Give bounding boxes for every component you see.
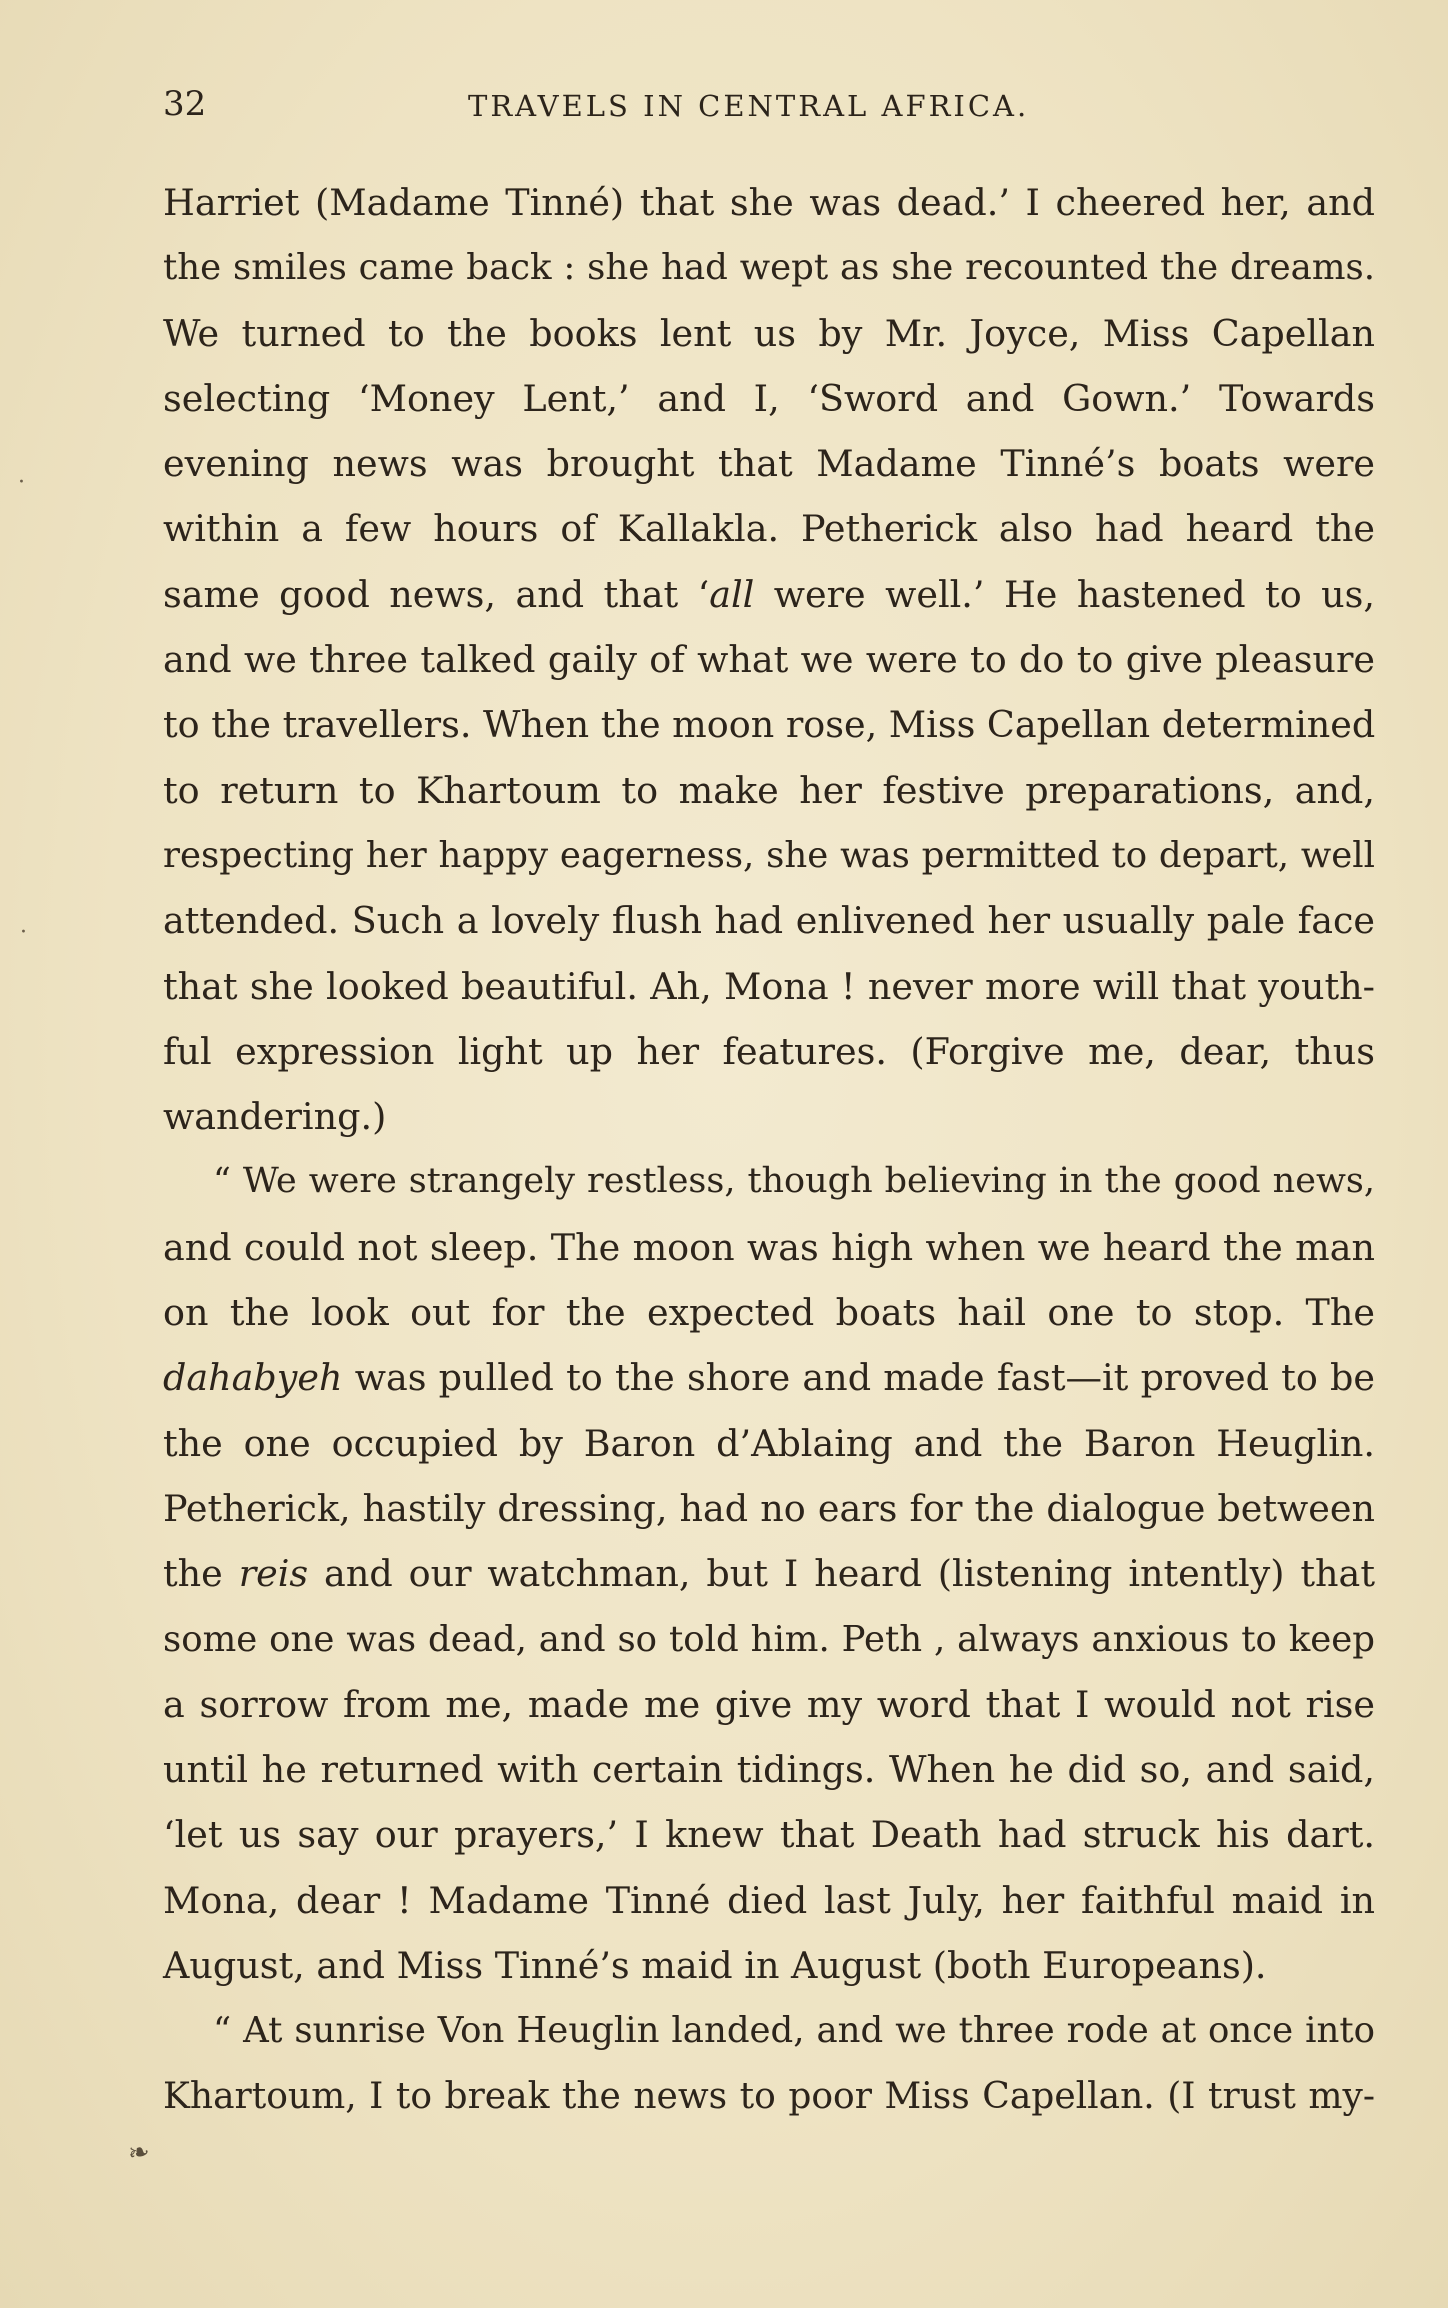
text-line: same good news, and that ‘all were well.’ He hastened to us, (163, 572, 1375, 616)
text-line: to the travellers. When the moon rose, Miss Capellan determined (163, 703, 1376, 747)
text-line: selecting ‘Money Lent,’ and I, ‘Sword and Gown.’ Towards (163, 376, 1375, 420)
text-line: until he returned with certain tidings. When he did so, and said, (163, 1748, 1375, 1792)
text-line: attended. Such a lovely flush had enlivened her usually pale face (163, 899, 1375, 943)
text-line: respecting her happy eagerness, she was permitted to depart, well (163, 834, 1375, 876)
text-line: within a few hours of Kallakla. Petherick also had heard the (163, 507, 1375, 551)
italic-word: all (709, 572, 755, 616)
text-line: Petherick, hastily dressing, had no ears for the dialogue between (163, 1486, 1375, 1530)
margin-speck: · (20, 920, 27, 945)
text-line: evening news was brought that Madame Tinné’s boats were (163, 442, 1375, 486)
text-line: that she looked beautiful. Ah, Mona ! never more will that youth- (163, 964, 1375, 1008)
printers-ornament-icon: ❧ (126, 2136, 152, 2170)
italic-word: reis (238, 1552, 309, 1596)
text-line: the reis and our watchman, but I heard (listening intently) that (163, 1552, 1375, 1596)
running-head (163, 84, 1375, 124)
text-line: the one occupied by Baron d’Ablaing and the Baron Heuglin. (163, 1421, 1375, 1465)
text-line: to return to Khartoum to make her festive preparations, and, (163, 768, 1375, 812)
text-line: the smiles came back : she had wept as she recounted the dreams. (163, 247, 1375, 289)
page-number: 32 (163, 84, 207, 124)
text-line: ‘let us say our prayers,’ I knew that Death had struck his dart. (163, 1813, 1375, 1857)
text-line: ful expression light up her features. (Forgive me, dear, thus (163, 1029, 1375, 1073)
text-line: a sorrow from me, made me give my word that I would not rise (163, 1682, 1375, 1726)
paragraph-start-line: “ At sunrise Von Heuglin landed, and we three rode at once into (213, 2010, 1375, 2052)
text-line: on the look out for the expected boats hail one to stop. The (163, 1291, 1375, 1335)
italic-word: dahabyeh (163, 1356, 343, 1400)
text-line: Khartoum, I to break the news to poor Miss Capellan. (I trust my- (163, 2075, 1375, 2117)
text-line: We turned to the books lent us by Mr. Joyce, Miss Capellan (163, 311, 1375, 355)
paragraph-start-line: “ We were strangely restless, though believing in the good news, (213, 1161, 1375, 1202)
running-title: TRAVELS IN CENTRAL AFRICA. (468, 89, 1030, 123)
text-line: Harriet (Madame Tinné) that she was dead.’ I cheered her, and (163, 181, 1375, 224)
text-line: wandering.) (163, 1095, 387, 1139)
margin-speck: · (18, 470, 25, 495)
text-line: and we three talked gaily of what we were to do to give pleasure (163, 638, 1375, 682)
text-line: Mona, dear ! Madame Tinné died last July, her faithful maid in (163, 1878, 1375, 1922)
text-line: dahabyeh was pulled to the shore and made fast—it proved to be (163, 1356, 1375, 1400)
body-text (163, 170, 1375, 2129)
text-line: and could not sleep. The moon was high when we heard the man (163, 1225, 1375, 1269)
text-line: August, and Miss Tinné’s maid in August (both Europeans). (163, 1944, 1267, 1988)
text-line: some one was dead, and so told him. Peth , always anxious to keep (163, 1618, 1375, 1660)
